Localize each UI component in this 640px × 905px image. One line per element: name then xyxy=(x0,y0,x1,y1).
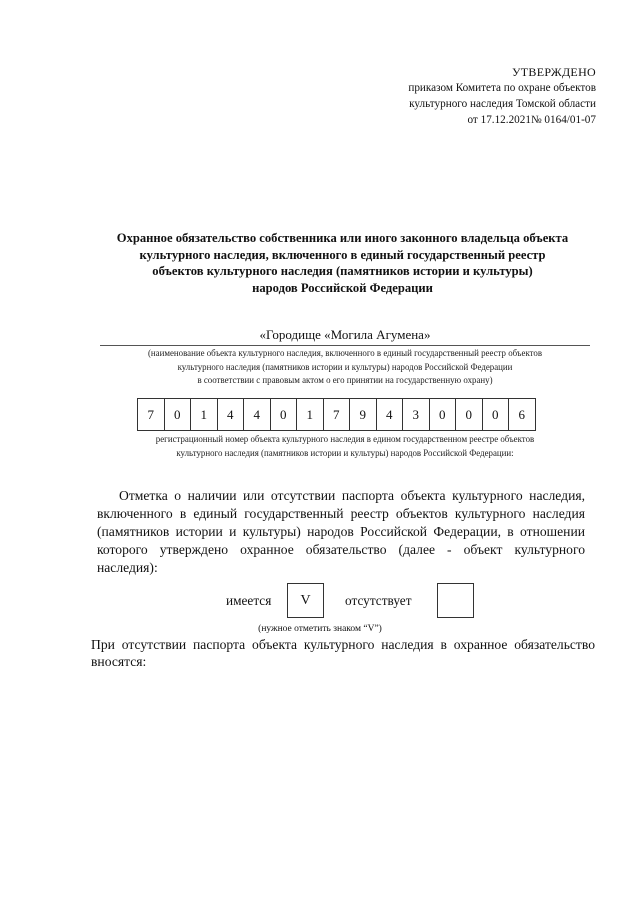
object-caption-line-3: в соответствии с правовым актом о его принятии на государственную охрану) xyxy=(197,375,493,385)
passport-has-checkbox[interactable]: V xyxy=(287,583,324,618)
registration-digit-cell: 4 xyxy=(376,398,404,431)
object-name-rule xyxy=(100,345,590,346)
approval-block xyxy=(408,64,596,128)
title-line-4: народов Российской Федерации xyxy=(252,280,433,295)
approval-heading: УТВЕРЖДЕНО xyxy=(511,65,596,79)
registration-caption-line-2: культурного наследия (памятников истории и культуры) народов Российской Федерации: xyxy=(176,447,514,458)
registration-caption xyxy=(80,433,610,460)
registration-digit-cell: 0 xyxy=(455,398,483,431)
registration-digit-cell: 4 xyxy=(243,398,271,431)
registration-digit-cell: 1 xyxy=(296,398,324,431)
registration-digit-cell: 7 xyxy=(137,398,165,431)
approval-line-1: приказом Комитета по охране объектов xyxy=(408,82,596,94)
passport-has-label: имеется xyxy=(226,593,272,608)
registration-digit-cell: 0 xyxy=(429,398,457,431)
approval-line-2: культурного наследия Томской области xyxy=(409,98,596,110)
passport-paragraph: Отметка о наличии или отсутствии паспорта объекта культурного наследия, включенного в единый государственный реестр объектов культурного наследия (памятников истории и культуры) народов Российской Федерации, в отношении которого утверждено охранное обязательство (далее - объект культурного наследия): xyxy=(97,488,585,575)
approval-line-3: от 17.12.2021№ 0164/01-07 xyxy=(467,114,596,126)
passport-none-checkbox[interactable] xyxy=(437,583,474,618)
object-name: «Городище «Могила Агумена» xyxy=(259,327,431,342)
absence-paragraph: При отсутствии паспорта объекта культурного наследия в охранное обязательство вносятся: xyxy=(91,637,595,669)
object-caption-line-1: (наименование объекта культурного наследия, включенного в единый государственный реестр объектов xyxy=(147,348,543,358)
registration-digit-cell: 3 xyxy=(402,398,430,431)
document-title xyxy=(60,230,625,296)
registration-digit-cell: 7 xyxy=(323,398,351,431)
registration-digit-cell: 4 xyxy=(217,398,245,431)
registration-digit-cell: 9 xyxy=(349,398,377,431)
registration-digit-cell: 0 xyxy=(482,398,510,431)
mark-note: (нужное отметить знаком “V”) xyxy=(258,624,382,634)
passport-choice-row xyxy=(0,583,640,619)
registration-number xyxy=(137,398,536,431)
registration-digit-cell: 6 xyxy=(508,398,536,431)
registration-caption-line-1: регистрационный номер объекта культурного наследия в едином государственном реестре объектов xyxy=(155,434,535,444)
object-name-caption xyxy=(80,347,610,388)
title-line-3: объектов культурного наследия (памятников истории и культуры) xyxy=(152,264,533,278)
title-line-2: культурного наследия, включенного в единый государственный реестр xyxy=(139,247,546,262)
passport-none-label: отсутствует xyxy=(345,593,412,608)
registration-digit-cell: 1 xyxy=(190,398,218,431)
registration-digit-cell: 0 xyxy=(270,398,298,431)
registration-digit-cell: 0 xyxy=(164,398,192,431)
title-line-1: Охранное обязательство собственника или иного законного владельца объекта xyxy=(116,231,569,245)
object-caption-line-2: культурного наследия (памятников истории и культуры) народов Российской Федерации xyxy=(177,361,513,372)
